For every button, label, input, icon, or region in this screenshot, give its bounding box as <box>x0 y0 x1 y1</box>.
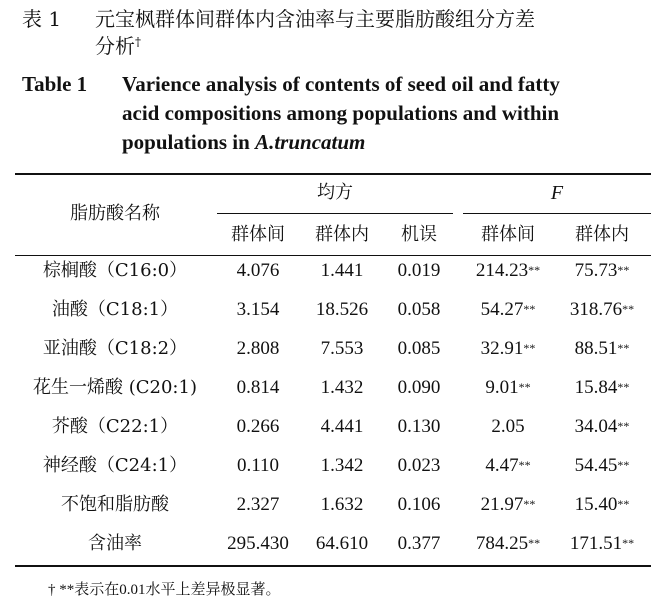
cell-ms-between <box>217 299 299 321</box>
cell-f-between <box>463 416 553 438</box>
cell-f-between-value: 9.01 <box>485 377 519 398</box>
cell-ms-between-value: 2.808 <box>236 338 280 359</box>
cell-ms-between <box>217 377 299 399</box>
cell-f-between <box>463 494 553 516</box>
cell-f-between <box>463 533 553 555</box>
cell-ms-within-value: 1.342 <box>320 455 364 476</box>
cell-ms-between-value: 2.327 <box>236 494 280 515</box>
cell-fatty-acid-name <box>15 533 215 555</box>
header-mean-square: 均方 <box>317 182 353 203</box>
cell-ms-within <box>299 260 385 282</box>
cell-ms-error-value: 0.058 <box>397 299 441 320</box>
cell-f-within <box>553 299 651 321</box>
cell-ms-between <box>217 416 299 438</box>
cell-ms-error <box>385 299 453 321</box>
cell-f-within <box>553 455 651 477</box>
species-name: A.truncatum <box>255 130 366 154</box>
cell-ms-within <box>299 416 385 438</box>
cell-f-between-value: 21.97 <box>480 494 524 515</box>
table-top-rule <box>15 173 651 175</box>
cell-f-within <box>553 377 651 399</box>
cell-f-within <box>553 533 651 555</box>
cell-f-within-value: 318.76 <box>569 299 623 320</box>
cell-f-within <box>553 260 651 282</box>
cell-fatty-acid-name-value: 不饱和脂肪酸 <box>61 494 169 515</box>
cell-f-between <box>463 455 553 477</box>
cell-ms-error <box>385 494 453 516</box>
table-title-chinese <box>22 6 652 60</box>
cell-ms-error <box>385 260 453 282</box>
significance-mark: ** <box>523 302 536 316</box>
header-f-value: F <box>550 182 564 204</box>
cell-f-within-value: 171.51 <box>569 533 623 554</box>
cell-fatty-acid-name <box>15 416 215 438</box>
cell-ms-within <box>299 494 385 516</box>
cell-ms-within-value: 1.432 <box>320 377 364 398</box>
cell-ms-between <box>217 260 299 282</box>
table-label-cn: 表 1 <box>22 7 62 31</box>
cell-f-between-value: 784.25 <box>475 533 529 554</box>
cell-fatty-acid-name-value: 棕榈酸（C16:0） <box>42 260 188 281</box>
cell-ms-error-value: 0.377 <box>397 533 441 554</box>
cell-ms-within <box>299 533 385 555</box>
cell-ms-between-value: 295.430 <box>227 533 289 554</box>
cell-ms-error-value: 0.090 <box>397 377 441 398</box>
significance-mark: ** <box>622 536 635 550</box>
table-title-english <box>22 70 652 157</box>
cell-ms-between-value: 0.814 <box>236 377 280 398</box>
cell-fatty-acid-name <box>15 299 215 321</box>
cell-ms-error <box>385 377 453 399</box>
significance-mark: ** <box>617 263 630 277</box>
subheader-error: 机误 <box>401 224 437 245</box>
cell-f-between <box>463 377 553 399</box>
cell-fatty-acid-name <box>15 260 215 282</box>
significance-mark: ** <box>617 497 630 511</box>
cell-ms-error-value: 0.130 <box>397 416 441 437</box>
cell-ms-within-value: 64.610 <box>315 533 369 554</box>
significance-mark: ** <box>617 341 630 355</box>
cell-fatty-acid-name-value: 神经酸（C24:1） <box>42 455 188 476</box>
cell-ms-within-value: 1.632 <box>320 494 364 515</box>
cell-ms-error <box>385 338 453 360</box>
significance-mark: ** <box>523 341 536 355</box>
cell-ms-error-value: 0.106 <box>397 494 441 515</box>
cell-f-within-value: 34.04 <box>574 416 618 437</box>
cell-fatty-acid-name <box>15 455 215 477</box>
cell-f-between-value: 2.05 <box>491 416 525 437</box>
cell-f-within-value: 88.51 <box>574 338 618 359</box>
cell-fatty-acid-name-value: 含油率 <box>88 533 142 554</box>
cell-f-between-value: 54.27 <box>480 299 524 320</box>
subheader-within-ms: 群体内 <box>315 224 369 245</box>
cell-ms-between-value: 0.110 <box>236 455 280 476</box>
cell-fatty-acid-name <box>15 377 215 399</box>
cell-f-within-value: 15.84 <box>574 377 618 398</box>
cell-fatty-acid-name-value: 芥酸（C22:1） <box>51 416 179 437</box>
title-en-line3 <box>22 128 652 157</box>
cell-ms-error <box>385 455 453 477</box>
cell-f-between-value: 32.91 <box>480 338 524 359</box>
cell-f-within <box>553 416 651 438</box>
cell-f-between <box>463 299 553 321</box>
cell-ms-between-value: 0.266 <box>236 416 280 437</box>
header-fatty-acid-name: 脂肪酸名称 <box>70 203 160 224</box>
mean-square-underline <box>217 213 453 214</box>
cell-f-between-value: 4.47 <box>485 455 519 476</box>
cell-fatty-acid-name-value: 花生一烯酸 (C20:1) <box>33 377 197 398</box>
cell-f-between <box>463 338 553 360</box>
subheader-between-ms: 群体间 <box>231 224 285 245</box>
cell-ms-between <box>217 455 299 477</box>
significance-mark: ** <box>617 419 630 433</box>
cell-f-between <box>463 260 553 282</box>
cell-ms-within <box>299 377 385 399</box>
cell-ms-error <box>385 533 453 555</box>
cell-f-between-value: 214.23 <box>475 260 529 281</box>
dagger-mark: † <box>135 35 141 49</box>
table-bottom-rule <box>15 565 651 567</box>
cell-ms-within <box>299 455 385 477</box>
cell-ms-between <box>217 494 299 516</box>
significance-mark: ** <box>617 458 630 472</box>
significance-mark: ** <box>523 497 536 511</box>
cell-f-within-value: 75.73 <box>574 260 618 281</box>
subheader-between-f: 群体间 <box>481 224 535 245</box>
cell-ms-within <box>299 338 385 360</box>
significance-mark: ** <box>528 536 541 550</box>
cell-f-within <box>553 338 651 360</box>
significance-mark: ** <box>518 458 531 472</box>
table-label-en: Table 1 <box>22 72 88 96</box>
significance-mark: ** <box>518 380 531 394</box>
cell-f-within-value: 15.40 <box>574 494 618 515</box>
cell-f-within-value: 54.45 <box>574 455 618 476</box>
cell-ms-within-value: 1.441 <box>320 260 364 281</box>
cell-fatty-acid-name-value: 油酸（C18:1） <box>51 299 179 320</box>
footnote: † **表示在0.01水平上差异极显著。 <box>48 582 281 598</box>
table-header-rule <box>15 255 651 256</box>
cell-ms-between <box>217 533 299 555</box>
cell-ms-within-value: 7.553 <box>320 338 364 359</box>
cell-ms-within <box>299 299 385 321</box>
subheader-within-f: 群体内 <box>575 224 629 245</box>
cell-fatty-acid-name <box>15 494 215 516</box>
significance-mark: ** <box>617 380 630 394</box>
cell-ms-error-value: 0.023 <box>397 455 441 476</box>
significance-mark: ** <box>622 302 635 316</box>
cell-ms-between-value: 4.076 <box>236 260 280 281</box>
title-en-line2: acid compositions among populations and within <box>122 101 560 125</box>
title-en-line1: Varience analysis of contents of seed oil and fatty <box>122 72 560 96</box>
cell-ms-within-value: 4.441 <box>320 416 364 437</box>
cell-ms-between-value: 3.154 <box>236 299 280 320</box>
title-cn-line1: 元宝枫群体间群体内含油率与主要脂肪酸组分方差 <box>95 7 535 31</box>
cell-ms-between <box>217 338 299 360</box>
cell-ms-error-value: 0.085 <box>397 338 441 359</box>
cell-ms-within-value: 18.526 <box>315 299 369 320</box>
cell-fatty-acid-name <box>15 338 215 360</box>
significance-mark: ** <box>528 263 541 277</box>
cell-ms-error-value: 0.019 <box>397 260 441 281</box>
cell-fatty-acid-name-value: 亚油酸（C18:2） <box>42 338 188 359</box>
cell-f-within <box>553 494 651 516</box>
title-cn-line2: 分析 <box>95 34 135 58</box>
title-en-line3-prefix: populations in <box>122 130 256 154</box>
f-value-underline <box>463 213 651 214</box>
cell-ms-error <box>385 416 453 438</box>
